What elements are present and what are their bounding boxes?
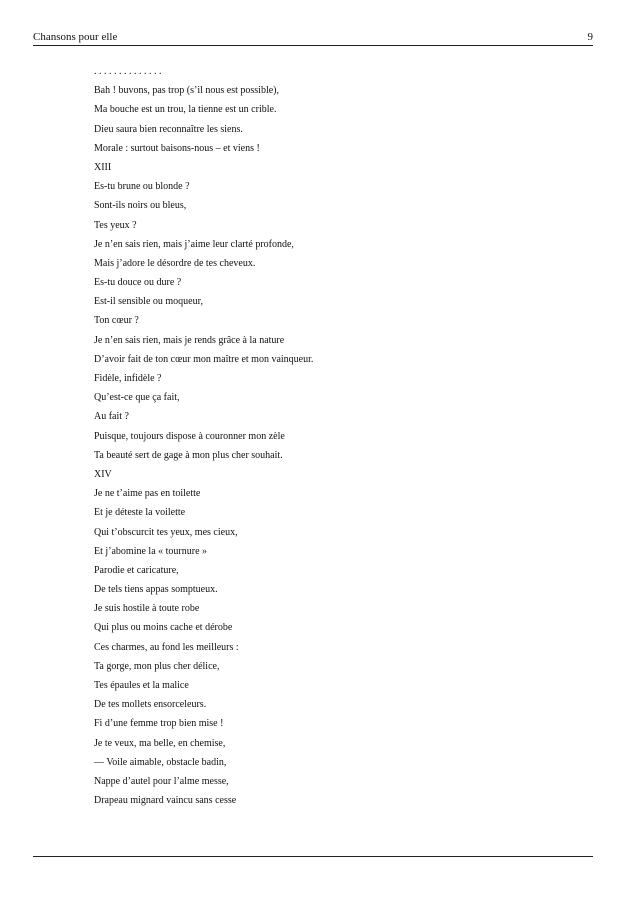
page-number: 9: [587, 31, 593, 43]
poem-line: Je n’en sais rien, mais j’aime leur clarté profonde,: [94, 238, 294, 250]
poem-line: — Voile aimable, obstacle badin,: [94, 756, 227, 768]
poem-line: Bah ! buvons, pas trop (s’il nous est possible),: [94, 85, 279, 97]
poem-line: Ta beauté sert de gage à mon plus cher souhait.: [94, 449, 283, 461]
poem-line: Fi d’une femme trop bien mise !: [94, 718, 224, 730]
poem-line: Qui t’obscurcit tes yeux, mes cieux,: [94, 526, 238, 538]
page-header: [33, 30, 593, 46]
poem-line: Je suis hostile à toute robe: [94, 603, 200, 615]
poem-line: Et je déteste la voilette: [94, 507, 186, 519]
poem-line: Morale : surtout baisons-nous – et viens !: [94, 142, 260, 154]
poem-line: Je n’en sais rien, mais je rends grâce à la nature: [94, 334, 285, 346]
poem-line: Je ne t’aime pas en toilette: [94, 488, 201, 500]
poem-line: . . . . . . . . . . . . . .: [94, 66, 162, 77]
poem-line: Qu’est-ce que ça fait,: [94, 392, 180, 404]
poem-line: Ton cœur ?: [94, 315, 139, 327]
poem-line: XIV: [94, 468, 112, 480]
poem-line: XIII: [94, 161, 112, 173]
poem-line: Qui plus ou moins cache et dérobe: [94, 622, 233, 634]
poem-line: Et j’abomine la « tournure »: [94, 545, 208, 557]
poem-line: D’avoir fait de ton cœur mon maître et mon vainqueur.: [94, 353, 314, 365]
poem-line: Tes épaules et la malice: [94, 680, 189, 691]
poem-line: Mais j’adore le désordre de tes cheveux.: [94, 257, 256, 269]
poem-line: Puisque, toujours dispose à couronner mon zèle: [94, 430, 285, 442]
poem-line: Es-tu douce ou dure ?: [94, 277, 182, 289]
poem-line: Au fait ?: [94, 411, 129, 423]
poem-line: Drapeau mignard vaincu sans cesse: [94, 795, 237, 807]
poem-line: Parodie et caricature,: [94, 564, 179, 576]
poem-line: De tels tiens appas somptueux.: [94, 584, 218, 596]
poem-line: Nappe d’autel pour l’alme messe,: [94, 775, 229, 787]
footer-rule: [33, 856, 593, 857]
poem-line: Ces charmes, au fond les meilleurs :: [94, 641, 239, 653]
poem-line: Ma bouche est un trou, la tienne est un crible.: [94, 104, 277, 116]
poem-line: Tes yeux ?: [94, 219, 137, 231]
poem-line: De tes mollets ensorceleurs.: [94, 699, 207, 711]
header-rule: [33, 45, 593, 46]
poem-line: Es-tu brune ou blonde ?: [94, 181, 190, 193]
poem-line: Sont-ils noirs ou bleus,: [94, 200, 187, 212]
poem-line: Est-il sensible ou moqueur,: [94, 296, 204, 308]
running-title: Chansons pour elle: [33, 31, 118, 43]
poem-line: Ta gorge, mon plus cher délice,: [94, 660, 220, 672]
poem-text: [94, 62, 574, 810]
poem-line: Dieu saura bien reconnaître les siens.: [94, 123, 243, 135]
poem-line: Fidèle, infidèle ?: [94, 373, 162, 384]
poem-line: Je te veux, ma belle, en chemise,: [94, 737, 226, 749]
